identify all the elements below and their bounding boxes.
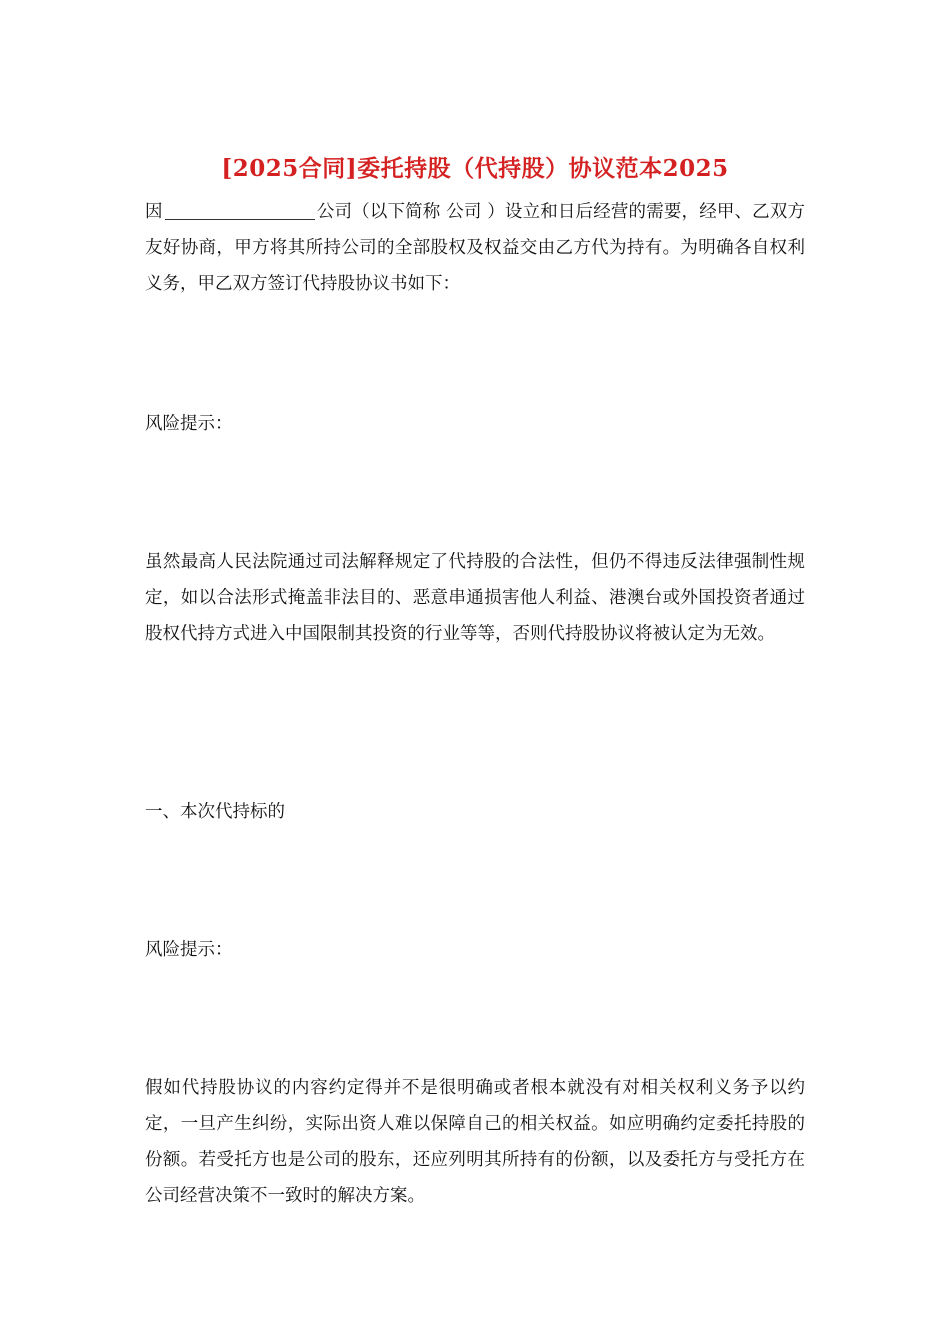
intro-paragraph [145,194,805,302]
risk-text-2: 假如代持股协议的内容约定得并不是很明确或者根本就没有对相关权利义务予以约定，一旦产生纠纷，实际出资人难以保障自己的相关权益。如应明确约定委托持股的份额。若受托方也是公司的股东，还应列明其所持有的份额，以及委托方与受托方在公司经营决策不一致时的解决方案。 [145,1078,805,1206]
section-1-heading: 一、本次代持标的 [145,802,285,822]
company-name-blank [165,199,315,220]
intro-suffix: 公司（以下简称 公司 ）设立和日后经营的需要，经甲、乙双方友好协商，甲方将其所持公司的全部股权及权益交由乙方代为持有。为明确各自权利义务，甲乙双方签订代持股协议书如下： [145,202,806,294]
risk-label-2: 风险提示： [145,940,233,960]
document-title: [2025合同]委托持股（代持股）协议范本2025 [221,155,729,182]
risk-label-1: 风险提示： [145,414,233,434]
risk-text-1: 虽然最高人民法院通过司法解释规定了代持股的合法性，但仍不得违反法律强制性规定，如以合法形式掩盖非法目的、恶意串通损害他人利益、港澳台或外国投资者通过股权代持方式进入中国限制其投资的行业等等，否则代持股协议将被认定为无效。 [145,552,805,644]
intro-prefix: 因 [145,202,163,222]
